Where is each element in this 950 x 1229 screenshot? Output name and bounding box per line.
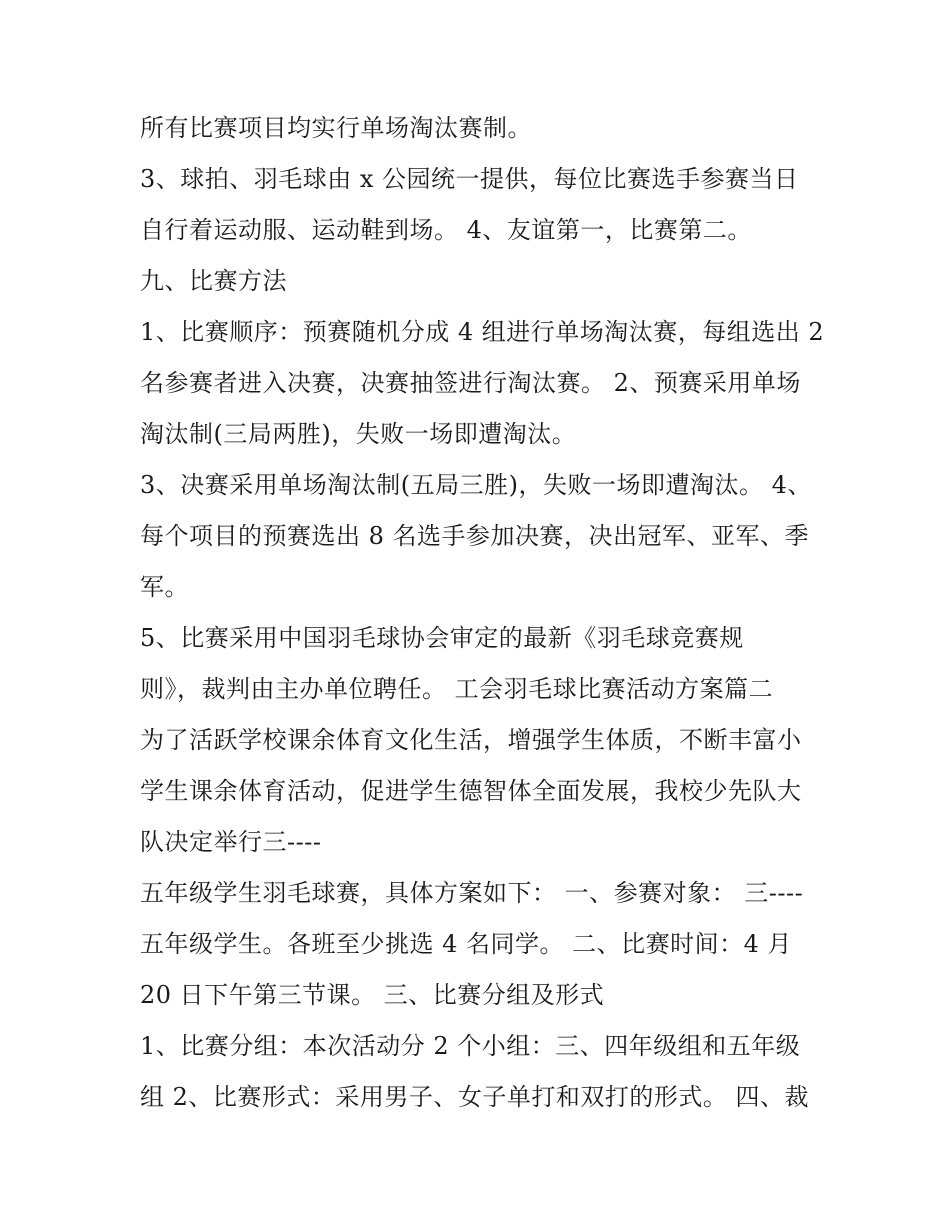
- text-line: 20 日下午第三节课。 三、比赛分组及形式: [140, 981, 605, 1009]
- text-line: 自行着运动服、运动鞋到场。 4、友谊第一，比赛第二。: [140, 216, 752, 244]
- text-line: 五年级学生。各班至少挑选 4 名同学。 二、比赛时间：4 月: [140, 930, 793, 958]
- text-line: 5、比赛采用中国羽毛球协会审定的最新《羽毛球竞赛规: [140, 624, 744, 652]
- text-line: 则》，裁判由主办单位聘任。 工会羽毛球比赛活动方案篇二: [140, 675, 774, 703]
- text-line: 1、比赛分组：本次活动分 2 个小组：三、四年级组和五年级: [140, 1032, 801, 1060]
- text-line: 1、比赛顺序：预赛随机分成 4 组进行单场淘汰赛，每组选出 2: [140, 318, 825, 346]
- text-line: 军。: [140, 573, 189, 601]
- text-line: 队决定举行三----: [140, 828, 322, 856]
- text-line: 每个项目的预赛选出 8 名选手参加决赛，决出冠军、亚军、季: [140, 522, 810, 550]
- text-line: 3、决赛采用单场淘汰制(五局三胜)，失败一场即遭淘汰。 4、: [140, 471, 812, 499]
- text-line: 为了活跃学校课余体育文化生活，增强学生体质，不断丰富小: [140, 726, 802, 754]
- text-line: 学生课余体育活动，促进学生德智体全面发展，我校少先队大: [140, 777, 802, 805]
- text-line: 五年级学生羽毛球赛，具体方案如下： 一、参赛对象： 三----: [140, 879, 804, 907]
- section-heading: 九、比赛方法: [140, 267, 287, 295]
- text-line: 所有比赛项目均实行单场淘汰赛制。: [140, 114, 532, 142]
- text-line: 名参赛者进入决赛，决赛抽签进行淘汰赛。 2、预赛采用单场: [140, 369, 801, 397]
- text-line: 3、球拍、羽毛球由 x 公园统一提供，每位比赛选手参赛当日: [140, 165, 799, 193]
- text-line: 淘汰制(三局两胜)，失败一场即遭淘汰。: [140, 420, 577, 448]
- text-line: 组 2、比赛形式：采用男子、女子单打和双打的形式。 四、裁: [140, 1083, 810, 1111]
